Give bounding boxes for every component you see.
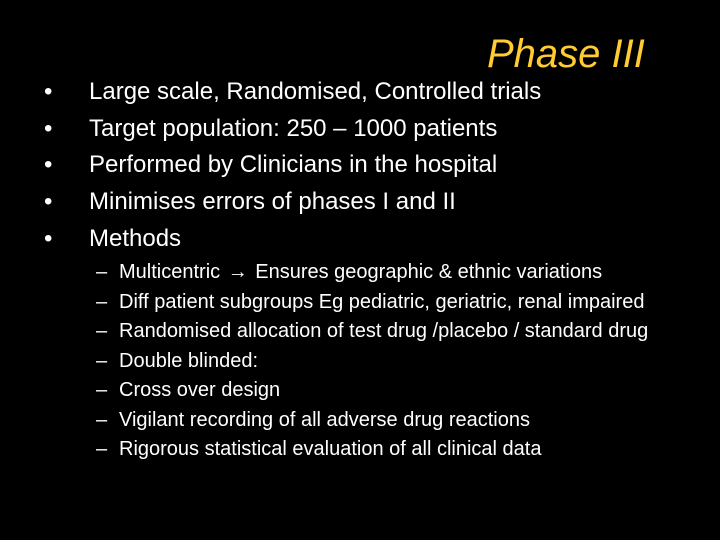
bullet-text: Minimises errors of phases I and II — [89, 188, 456, 216]
sub-bullet-item — [0, 376, 720, 406]
sub-bullet-list — [0, 258, 720, 465]
sub-bullet-item — [0, 406, 720, 436]
sub-bullet-item — [0, 288, 720, 318]
bullet-text: Methods — [89, 224, 182, 252]
sub-bullet-text: Diff patient subgroups Eg pediatric, geriatric, renal impaired — [119, 290, 645, 313]
sub-bullet-text — [119, 258, 659, 288]
slide-title: Phase III — [487, 32, 645, 76]
bullet-dot-icon: • — [44, 188, 53, 216]
sub-bullet-item — [0, 258, 720, 288]
bullet-text: Performed by Clinicians in the hospital — [89, 151, 498, 179]
sub-bullet-item — [0, 317, 720, 347]
sub-bullet-text-start: Multicentric — [119, 261, 226, 283]
sub-bullet-text: Rigorous statistical evaluation of all clinical data — [119, 438, 542, 460]
bullet-text: Large scale, Randomised, Controlled trials — [89, 78, 542, 105]
sub-bullet-item — [0, 435, 720, 465]
bullet-list — [0, 74, 720, 257]
bullet-item — [0, 74, 720, 111]
bullet-dot-icon: • — [44, 78, 53, 105]
dash-icon: – — [96, 379, 108, 401]
dash-icon: – — [96, 408, 108, 431]
bullet-text: Target population: 250 – 1000 patients — [89, 114, 498, 142]
sub-bullet-text: Randomised allocation of test drug /placebo / standard drug — [119, 320, 649, 342]
right-arrow-icon: → — [227, 261, 248, 283]
dash-icon: – — [96, 438, 108, 460]
sub-bullet-text: Vigilant recording of all adverse drug reactions — [119, 408, 530, 431]
dash-icon: – — [96, 261, 108, 283]
bullet-item — [0, 221, 720, 258]
bullet-dot-icon: • — [44, 151, 53, 179]
sub-bullet-item — [0, 347, 720, 377]
sub-bullet-text-end: Ensures geographic & ethnic variations — [249, 261, 603, 283]
dash-icon: – — [96, 290, 108, 313]
sub-bullet-text: Double blinded: — [119, 349, 258, 372]
bullet-dot-icon: • — [44, 114, 53, 142]
bullet-item — [0, 184, 720, 221]
sub-bullet-text: Cross over design — [119, 379, 281, 401]
dash-icon: – — [96, 320, 108, 342]
bullet-dot-icon: • — [44, 224, 53, 252]
dash-icon: – — [96, 349, 108, 372]
bullet-item — [0, 147, 720, 184]
bullet-item — [0, 111, 720, 148]
